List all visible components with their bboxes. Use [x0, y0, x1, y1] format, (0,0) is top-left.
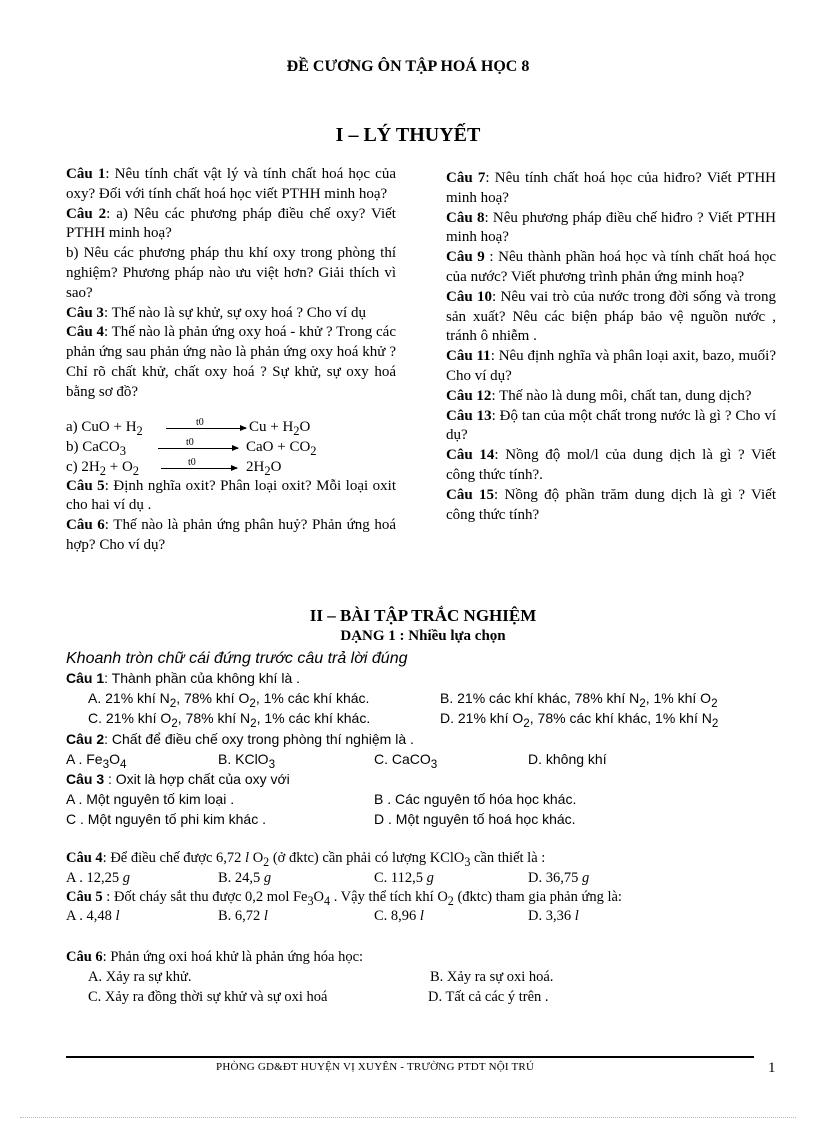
question-7	[446, 169, 776, 209]
question-4	[66, 323, 396, 402]
question-label: Câu 14	[446, 447, 495, 464]
question-text: : Thế nào là phản ứng phân huỷ? Phản ứng hoá hợp? Cho ví dụ?	[66, 517, 396, 553]
question-text: : Nêu thành phần hoá học và tính chất hoá học của nước? Viết phương trình phản ứng minh hoạ?	[446, 249, 776, 285]
page-edge-divider	[20, 1117, 796, 1118]
question-text: : Nêu tính chất hoá học của hiđro? Viết PTHH minh hoạ?	[446, 170, 776, 206]
mcq-option-c: C. CaCO$_3$	[374, 751, 438, 771]
heat-condition: t0	[188, 456, 196, 468]
mcq-option-d: D. 36,75 g	[528, 870, 590, 886]
mcq-option-b: B. Xảy ra sự oxi hoá.	[430, 969, 554, 985]
question-text: : Nồng độ phần trăm dung dịch là gì ? Viết công thức tính?	[446, 486, 776, 523]
mcq-question-5: Câu 5 : Đốt cháy sắt thu được 0,2 mol $Fe_3O_4$ . Vậy thể tích khí $O_2$ (đktc) tham gia phản ứng là:	[66, 889, 622, 908]
question-label: Câu 8	[446, 209, 485, 226]
question-6	[66, 516, 396, 556]
question-text: : Thế nào là sự khử, sự oxy hoá ? Cho ví dụ	[103, 304, 366, 321]
question-label: Câu 5	[66, 477, 105, 494]
question-text: : Thế nào là phản ứng oxy hoá - khử ? Trong các phản ứng sau phản ứng nào là phản ứng oxy hoá khử ? Chỉ rõ chất khử, chất oxy hoá ? Sự khử, sự oxy hoá bằng sơ đồ?	[66, 324, 396, 400]
question-text: : Nồng độ mol/l của dung dịch là gì ? Viết công thức tính?.	[446, 447, 776, 483]
question-label: Câu 9	[446, 249, 485, 266]
reaction-a: a) CuO + $H_2$ t0 $Cu + H_2O$	[66, 417, 396, 437]
section-theory-heading: I – LÝ THUYẾT	[335, 124, 481, 146]
question-12	[446, 387, 776, 407]
mcq-option-b: B. 24,5 g	[218, 870, 272, 886]
mcq-question-1: Câu 1: Thành phần của không khí là .	[66, 670, 301, 686]
question-label: Câu 2	[66, 205, 107, 222]
question-label: Câu 10	[446, 288, 493, 305]
subsection-heading: DẠNG 1 : Nhiều lựa chọn	[340, 628, 506, 644]
question-label: Câu 3	[66, 304, 104, 321]
mcq-option-d: D . Một nguyên tố hoá học khác.	[374, 811, 576, 827]
question-15	[446, 486, 776, 526]
question-text: : Nêu định nghĩa và phân loại axit, bazo, muối? Cho ví dụ?	[446, 348, 776, 384]
mcq-option-a: A . 4,48 l	[66, 908, 120, 924]
question-1	[66, 165, 396, 205]
reaction-arrow	[161, 468, 237, 469]
mcq-option-a: A. 21% khí $N_2$, 78% khí $O_2$, 1% các khí khác.	[88, 690, 370, 710]
question-label: Câu 15	[446, 486, 494, 503]
mcq-option-d: D. 21% khí $O_2$, 78% các khí khác, 1% khí $N_2$	[440, 710, 719, 730]
mcq-option-a: A . $Fe_3O_4$	[66, 751, 127, 771]
question-label: Câu 1	[66, 166, 106, 182]
page-number: 1	[768, 1060, 776, 1076]
mcq-option-c: C. Xảy ra đồng thời sự khử và sự oxi hoá	[88, 989, 328, 1005]
reaction-b: b) CaCO$_3$ t0 CaO + $CO_2$	[66, 437, 396, 457]
heat-condition: t0	[186, 436, 194, 448]
mcq-option-c: C . Một nguyên tố phi kim khác .	[66, 811, 266, 827]
mcq-option-a: A. Xảy ra sự khử.	[88, 969, 192, 985]
mcq-option-d: D. 3,36 l	[528, 908, 579, 924]
mcq-option-c: C. 21% khí $O_2$, 78% khí $N_2$, 1% các khí khác.	[88, 710, 371, 730]
question-2	[66, 205, 396, 245]
mcq-option-b: B. 21% các khí khác, 78% khí $N_2$, 1% khí $O_2$	[440, 690, 718, 710]
question-label: Câu 6	[66, 517, 105, 534]
question-text: : Độ tan của một chất trong nước là gì ? Cho ví dụ?	[446, 407, 776, 444]
question-label: Câu 13	[446, 407, 492, 424]
question-8	[446, 209, 776, 249]
question-2b: b) Nêu các phương pháp thu khí oxy trong phòng thí nghiệm? Phương pháp nào ưu việt hơn? Giải thích vì sao?	[66, 245, 396, 301]
question-label: Câu 7	[446, 170, 486, 186]
mcq-option-b: B. KClO$_3$	[218, 751, 276, 771]
question-13	[446, 407, 776, 447]
reaction-arrow	[158, 448, 238, 449]
question-text: : Nêu vai trò của nước trong đời sống và trong sản xuất? Nêu các biện pháp bảo vệ nguồn nước , tránh ô nhiễm .	[446, 288, 776, 345]
question-text: : a) Nêu các phương pháp điều chế oxy? Viết PTHH minh hoạ?	[66, 205, 396, 242]
heat-condition: t0	[196, 416, 204, 428]
theory-right-column	[446, 169, 776, 525]
question-text: : Nêu phương pháp điều chế hiđro ? Viết PTHH minh hoạ?	[446, 209, 776, 246]
footer-text: PHÒNG GD&ĐT HUYỆN VỊ XUYÊN - TRƯỜNG PTDT NỘI TRÚ	[216, 1061, 535, 1073]
question-text: : Thế nào là dung môi, chất tan, dung dịch?	[491, 387, 752, 404]
instruction-text: Khoanh tròn chữ cái đứng trước câu trả lời đúng	[66, 650, 408, 667]
mcq-question-2: Câu 2: Chất để điều chế oxy trong phòng thí nghiệm là .	[66, 731, 414, 747]
mcq-option-a: A . Một nguyên tố kim loại .	[66, 791, 235, 807]
question-14	[446, 446, 776, 486]
question-label: Câu 4	[66, 324, 104, 341]
section-mcq-heading: II – BÀI TẬP TRẮC NGHIỆM	[309, 606, 537, 625]
mcq-option-c: C. 8,96 l	[374, 908, 424, 924]
reaction-arrow	[166, 428, 246, 429]
question-10	[446, 288, 776, 347]
mcq-option-b: B . Các nguyên tố hóa học khác.	[374, 791, 577, 807]
reaction-c: c) $2H_2 + O_2$ t0 $2H_2O$	[66, 457, 396, 477]
question-label: Câu 11	[446, 348, 491, 365]
mcq-option-b: B. 6,72 l	[218, 908, 268, 924]
document-title: ĐỀ CƯƠNG ÔN TẬP HOÁ HỌC 8	[286, 58, 530, 75]
mcq-option-a: A . 12,25 g	[66, 870, 131, 886]
question-11	[446, 347, 776, 387]
question-text: : Nêu tính chất vật lý và tính chất hoá học của oxy? Đối với tính chất hoá học viết PTHH minh hoạ?	[66, 166, 396, 202]
mcq-option-c: C. 112,5 g	[374, 870, 434, 886]
theory-left-column	[66, 165, 396, 556]
mcq-option-d: D. không khí	[528, 751, 607, 767]
question-9	[446, 248, 776, 288]
question-label: Câu 12	[446, 387, 492, 404]
mcq-question-6: Câu 6: Phản ứng oxi hoá khử là phản ứng hóa học:	[66, 949, 364, 965]
mcq-question-3: Câu 3 : Oxit là hợp chất của oxy với	[66, 771, 290, 787]
question-text: : Định nghĩa oxit? Phân loại oxit? Mỗi loại oxit cho hai ví dụ .	[66, 477, 396, 514]
question-3	[66, 304, 396, 324]
question-5	[66, 477, 396, 517]
mcq-question-4: Câu 4: Để điều chế được 6,72 l $O_2$ (ở đktc) cần phải có lượng KClO$_3$ cần thiết là :	[66, 850, 546, 869]
mcq-option-d: D. Tất cả các ý trên .	[428, 989, 549, 1005]
footer-divider	[66, 1056, 754, 1058]
